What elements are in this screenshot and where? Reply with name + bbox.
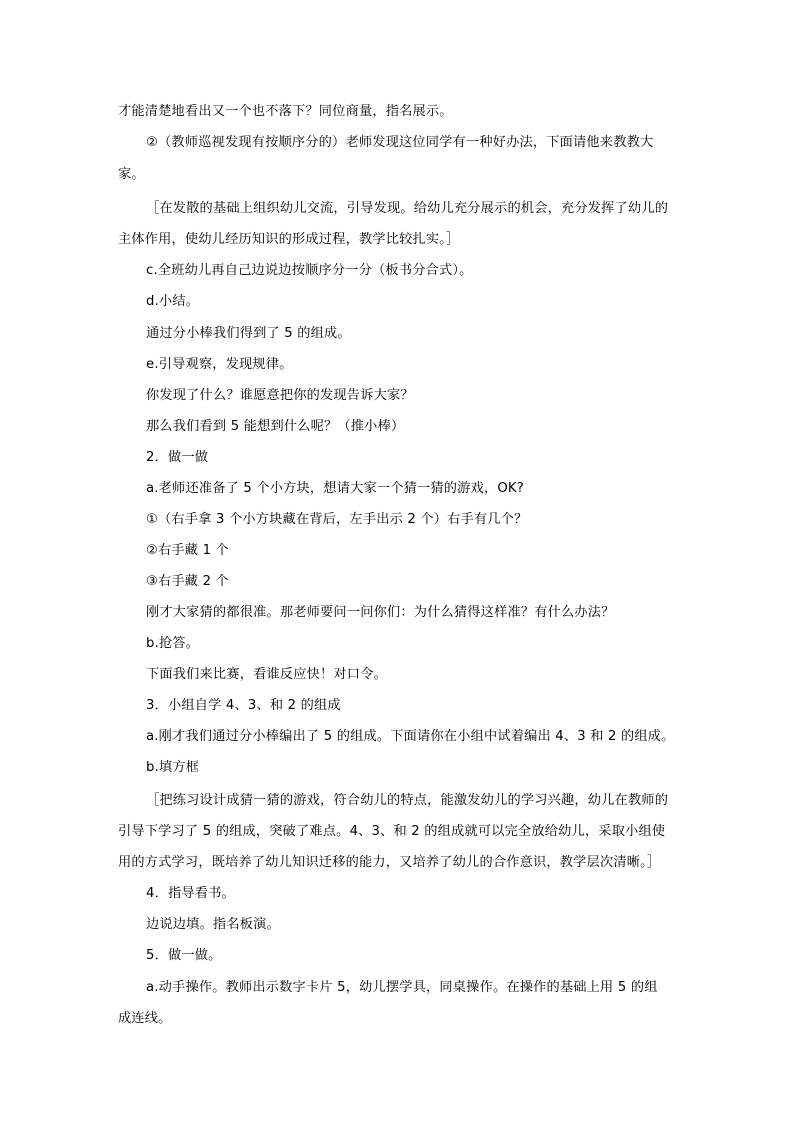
text-line: d.小结。 xyxy=(146,294,200,309)
text-line: 边说边填。指名板演。 xyxy=(146,917,280,932)
text-line: a.老师还准备了 5 个小方块，想请大家一个猜一猜的游戏，OK? xyxy=(146,481,524,496)
text-line: ②右手藏 1 个 xyxy=(146,543,229,558)
text-line: 你发现了什么？谁愿意把你的发现告诉大家？ xyxy=(146,388,414,403)
text-line: 家。 xyxy=(118,167,145,182)
text-line: ③右手藏 2 个 xyxy=(146,574,229,589)
text-line: c.全班幼儿再自己边说边按顺序分一分（板书分合式）。 xyxy=(146,263,473,278)
text-line: 2．做一做 xyxy=(146,450,209,465)
text-line: 那么我们看到 5 能想到什么呢？（推小棒） xyxy=(146,419,405,434)
text-line: 主体作用，使幼儿经历知识的形成过程，教学比较扎实。］ xyxy=(118,232,460,247)
text-line: b.抢答。 xyxy=(146,636,200,651)
text-line: 5．做一做。 xyxy=(146,948,222,963)
text-line: 成连线。 xyxy=(118,1011,172,1026)
text-line: 4．指导看书。 xyxy=(146,886,235,901)
text-line: 引导下学习了 5 的组成，突破了难点。4、3、和 2 的组成就可以完全放给幼儿，采取小组使 xyxy=(118,824,666,839)
text-line: b.填方框 xyxy=(146,760,200,775)
text-line: a.刚才我们通过分小棒编出了 5 的组成。下面请你在小组中试着编出 4、3 和 2 的组成。 xyxy=(146,729,675,744)
text-line: ［在发散的基础上组织幼儿交流，引导发现。给幼儿充分展示的机会，充分发挥了幼儿的 xyxy=(146,201,669,216)
text-line: 3．小组自学 4、3、和 2 的组成 xyxy=(146,698,341,713)
text-line: e.引导观察，发现规律。 xyxy=(146,357,293,372)
text-line: 用的方式学习，既培养了幼儿知识迁移的能力，又培养了幼儿的合作意识，教学层次清晰。］ xyxy=(118,855,661,870)
text-line: ①（右手拿 3 个小方块藏在背后，左手出示 2 个）右手有几个？ xyxy=(146,512,528,527)
text-line: ②（教师巡视发现有按顺序分的）老师发现这位同学有一种好办法，下面请他来教教大 xyxy=(146,135,654,150)
text-line: ［把练习设计成猜一猜的游戏，符合幼儿的特点，能激发幼儿的学习兴趣，幼儿在教师的 xyxy=(146,793,669,808)
text-line: 通过分小棒我们得到了 5 的组成。 xyxy=(146,326,351,341)
text-line: 刚才大家猜的都很准。那老师要问一问你们：为什么猜得这样准？有什么办法？ xyxy=(146,605,615,620)
text-line: 才能清楚地看出又一个也不落下？同位商量，指名展示。 xyxy=(118,104,453,119)
text-line: 下面我们来比赛，看谁反应快！对口令。 xyxy=(146,667,387,682)
text-line: a.动手操作。教师出示数字卡片 5，幼儿摆学具，同桌操作。在操作的基础上用 5 的组 xyxy=(146,980,658,995)
